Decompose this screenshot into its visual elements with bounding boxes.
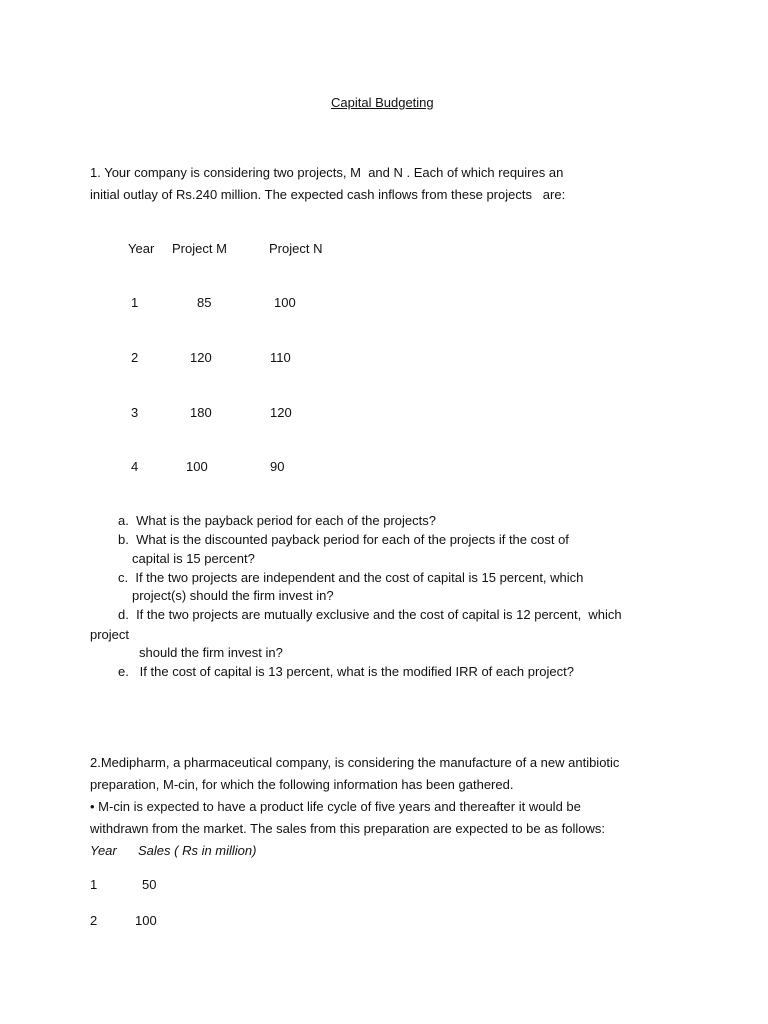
q2-row-year: 2 xyxy=(90,913,98,928)
q1-question-d-line-2: project xyxy=(90,627,130,642)
q1-row-project-n: 120 xyxy=(270,405,292,420)
q2-bullet-line-2: withdrawn from the market. The sales from this preparation are expected to be as follows: xyxy=(90,821,605,836)
q1-question-d-line-3: should the firm invest in? xyxy=(139,645,283,660)
q2-row-sales: 50 xyxy=(142,877,157,892)
q1-question-d-line-1: d. If the two projects are mutually exclusive and the cost of capital is 12 percent, which xyxy=(118,607,622,622)
q2-row-year: 1 xyxy=(90,877,98,892)
q1-question-b-line-1: b. What is the discounted payback period for each of the projects if the cost of xyxy=(118,532,569,547)
q1-question-c-line-2: project(s) should the firm invest in? xyxy=(132,588,334,603)
q1-header-year: Year xyxy=(128,241,155,256)
q1-row-year: 4 xyxy=(131,459,139,474)
q1-question-a: a. What is the payback period for each of the projects? xyxy=(118,513,436,528)
q1-row-year: 2 xyxy=(131,350,139,365)
q2-bullet-line-1: • M-cin is expected to have a product life cycle of five years and thereafter it would be xyxy=(90,799,581,815)
q1-question-b-line-2: capital is 15 percent? xyxy=(132,551,255,566)
q1-row-project-m: 100 xyxy=(186,459,208,474)
q2-header-sales: Sales ( Rs in million) xyxy=(138,843,257,858)
page-title: Capital Budgeting xyxy=(331,95,434,110)
q1-question-c-line-1: c. If the two projects are independent and the cost of capital is 15 percent, which xyxy=(118,570,584,585)
q1-row-project-n: 100 xyxy=(274,295,296,310)
q1-intro-line-1: 1. Your company is considering two projects, M and N . Each of which requires an xyxy=(90,165,564,180)
q2-row-sales: 100 xyxy=(135,913,157,928)
q1-row-project-m: 180 xyxy=(190,405,212,420)
q1-header-project-m: Project M xyxy=(172,241,227,256)
q1-header-project-n: Project N xyxy=(269,241,323,256)
q2-line-2: preparation, M-cin, for which the following information has been gathered. xyxy=(90,777,514,792)
q1-intro-line-2: initial outlay of Rs.240 million. The expected cash inflows from these projects are: xyxy=(90,187,566,202)
q1-row-project-n: 110 xyxy=(270,350,291,365)
q1-row-year: 3 xyxy=(131,405,139,420)
q1-question-e: e. If the cost of capital is 13 percent, what is the modified IRR of each project? xyxy=(118,664,574,679)
q1-row-project-m: 85 xyxy=(197,295,212,310)
q1-row-project-n: 90 xyxy=(270,459,285,474)
q2-line-1: 2.Medipharm, a pharmaceutical company, is considering the manufacture of a new antibiotic xyxy=(90,755,620,770)
q2-header-year: Year xyxy=(90,843,117,858)
q1-row-project-m: 120 xyxy=(190,350,212,365)
q1-row-year: 1 xyxy=(131,295,139,310)
